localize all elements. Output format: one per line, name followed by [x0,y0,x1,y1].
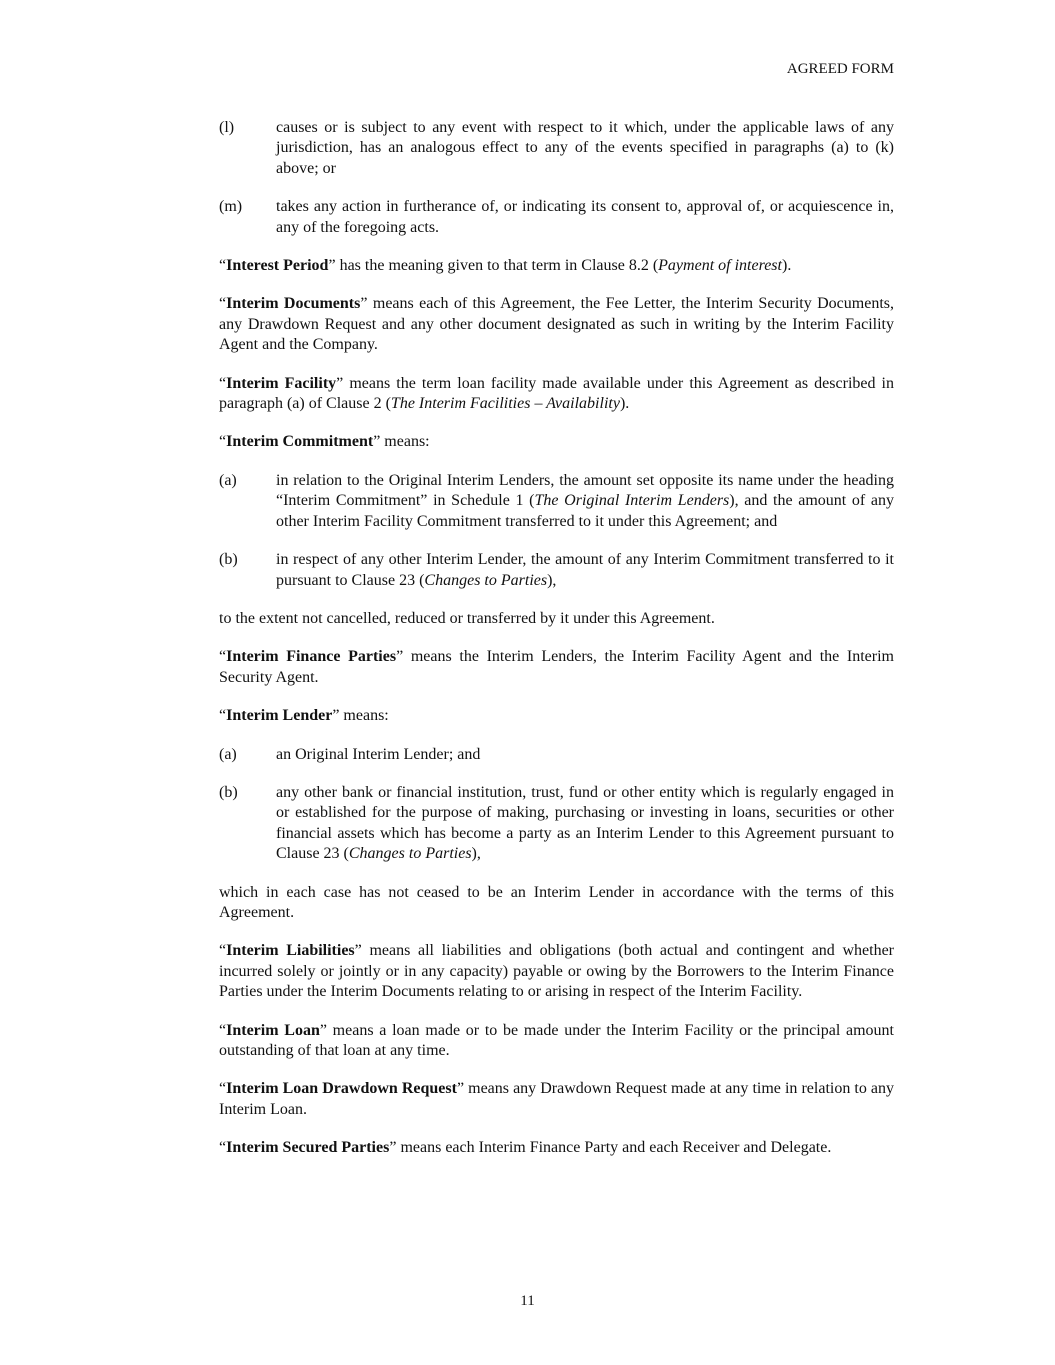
defined-term: Interim Commitment [226,433,374,451]
item-text-part: ), [547,571,557,589]
open-quote: “ [219,1021,227,1039]
item-label: (a) [219,471,237,489]
item-label: (m) [219,198,243,216]
definition-end: ). [781,257,792,275]
clause-reference: Payment of interest [658,257,782,275]
definition-end: ). [619,395,630,413]
definition-text: means: [339,707,389,725]
item-label: (b) [219,783,238,801]
clause-reference: The Interim Facilities – Availability [390,395,620,413]
defined-term: Interim Loan Drawdown Request [226,1080,457,1098]
defined-term: Interim Finance Parties [226,648,397,666]
open-quote: “ [219,257,227,275]
item-text-part: any other bank or financial institution, trust, fund or other entity which is regularly engaged in or established for the purpose of making, purchasing or investing in loans, securities or other financial assets which has become a party as an Interim Lender to this Agreement pursuant to Clause 23 ( [276,783,894,863]
item-text-part: in relation to the Original Interim Lenders, the amount set opposite its name under the heading “Interim Commitment” in Schedule 1 ( [276,471,894,510]
item-label: (b) [219,551,238,569]
close-quote: ” [332,707,340,725]
agreed-form-header: AGREED FORM [786,61,894,77]
item-text-part: in respect of any other Interim Lender, the amount of any Interim Commitment transferred to it pursuant to Clause 23 ( [276,551,894,589]
definition-text: means a loan made or to be made under the Interim Facility or the principal amount outstanding of that loan at any time. [219,1021,894,1059]
definition-text: means all liabilities and obligations (both actual and contingent and whether incurred solely or jointly or in any capacity) payable or owing by the Borrowers to the Interim Finance Parties under the Interim Documents relating to or arising in respect of the Interim Facility. [219,942,894,1001]
definition-interim-liabilities [219,941,894,1002]
item-text [276,550,894,591]
list-item-b [219,783,894,865]
close-quote: ” [456,1080,465,1098]
item-text [276,471,894,532]
definition-text: means any Drawdown Request made at any time in relation to any Interim Loan. [219,1080,895,1118]
item-text-part: ), and the amount of any other Interim Facility Commitment transferred to it under this Agreement; and [276,492,895,530]
definition-interim-facility [219,374,894,415]
definition-interim-lender [219,706,894,726]
defined-term: Interest Period [226,257,329,275]
definition-tail: to the extent not cancelled, reduced or transferred by it under this Agreement. [219,609,715,627]
definition-text: has the meaning given to that term in Clause 8.2 ( [335,257,659,275]
close-quote: ” [319,1021,327,1039]
close-quote: ” [328,257,336,275]
list-item-m [219,197,894,238]
list-item-a [219,745,894,765]
definition-tail: which in each case has not ceased to be an Interim Lender in accordance with the terms of this Agreement. [219,883,894,921]
defined-term: Interim Liabilities [226,942,355,960]
clause-reference: Changes to Parties [348,845,472,863]
close-quote: ” [373,433,381,451]
open-quote: “ [219,942,227,960]
open-quote: “ [219,648,227,666]
clause-reference: Changes to Parties [424,571,548,589]
open-quote: “ [219,374,227,392]
close-quote: ” [354,942,362,960]
open-quote: “ [219,295,227,313]
definition-interest-period [219,256,894,276]
open-quote: “ [219,707,227,725]
definition-interim-finance-parties [219,647,894,688]
definition-text: means each Interim Finance Party and each Receiver and Delegate. [396,1139,832,1157]
defined-term: Interim Loan [226,1021,320,1039]
item-text-part: ), [471,845,481,863]
definition-text: means the Interim Lenders, the Interim Facility Agent and the Interim Security Agent. [219,648,895,686]
definition-interim-commitment [219,432,894,452]
list-item-l [219,118,894,179]
item-text: takes any action in furtherance of, or indicating its consent to, approval of, or acquiescence in, any of the foregoing acts. [276,198,894,236]
defined-term: Interim Facility [226,374,337,392]
list-item-a [219,471,894,532]
item-text [276,783,894,865]
close-quote: ” [336,374,344,392]
defined-term: Interim Secured Parties [226,1139,390,1157]
definition-text: means: [380,433,430,451]
list-item-b [219,550,894,591]
defined-term: Interim Documents [226,295,361,313]
page-number: 11 [520,1293,535,1309]
close-quote: ” [360,295,368,313]
definition-text: means each of this Agreement, the Fee Letter, the Interim Security Documents, any Drawdown Request and any other document designated as such in writing by the Interim Facility Agent and the Company. [219,295,895,354]
definition-interim-secured-parties [219,1138,894,1158]
definition-interim-loan-drawdown-request [219,1079,894,1120]
defined-term: Interim Lender [226,707,333,725]
item-label: (a) [219,745,237,763]
item-label: (l) [219,119,235,136]
definition-interim-documents [219,294,894,355]
open-quote: “ [219,433,227,451]
open-quote: “ [219,1080,227,1098]
clause-reference: The Original Interim Lenders [534,492,730,510]
item-text: causes or is subject to any event with respect to it which, under the applicable laws of any jurisdiction, has an analogous effect to any of the events specified in paragraphs (a) to (k) above; or [276,119,894,177]
definition-text: means the term loan facility made available under this Agreement as described in paragraph (a) of Clause 2 ( [219,374,895,413]
document-body [219,118,894,1177]
item-text: an Original Interim Lender; and [276,745,481,763]
open-quote: “ [219,1139,227,1157]
close-quote: ” [396,648,404,666]
definition-interim-loan [219,1021,894,1062]
close-quote: ” [389,1139,397,1157]
